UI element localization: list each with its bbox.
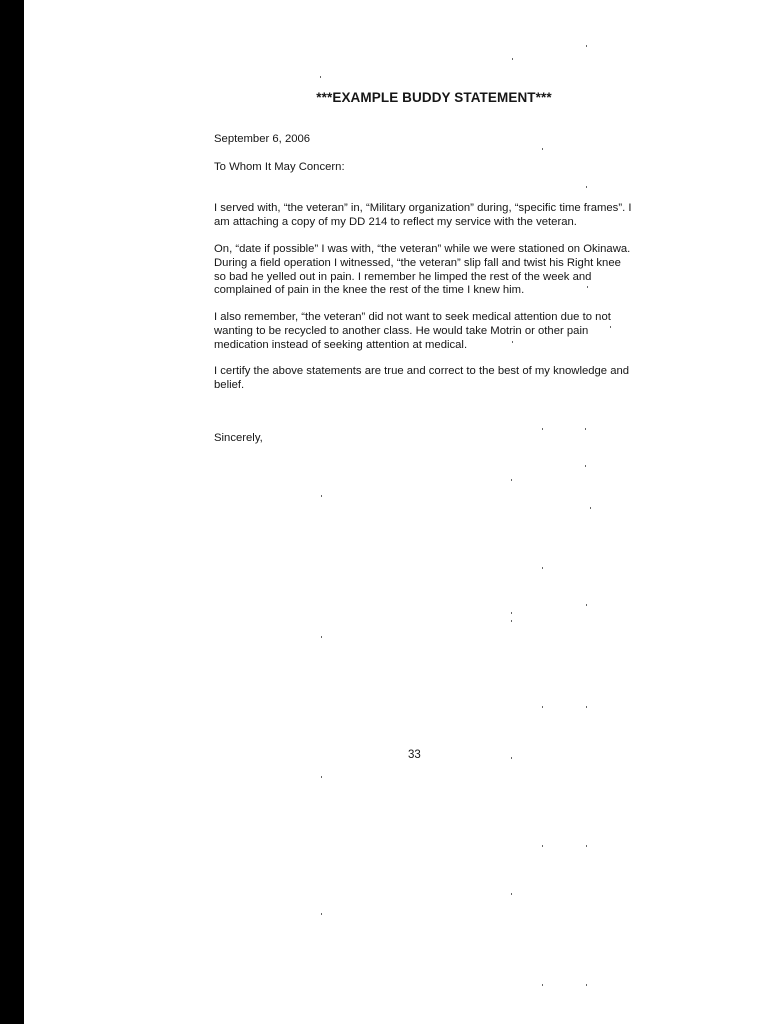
scan-speck <box>542 845 543 847</box>
scan-speck <box>511 893 512 895</box>
scan-speck <box>511 620 512 622</box>
scan-speck <box>610 326 611 328</box>
paragraph-incident: On, “date if possible” I was with, “the veteran” while we were stationed on Okinawa. During a field operation I witnessed, “the veteran” slip fall and twist his Right knee so bad he yelled out in pain. I remember he limped the rest of the week and complained of pain in the knee the rest of the time I knew him. <box>214 243 631 297</box>
scan-speck <box>542 567 543 569</box>
scan-speck <box>586 706 587 708</box>
paragraph-service: I served with, “the veteran” in, “Military organization” during, “specific time frames”. I am attaching a copy of my DD 214 to reflect my service with the veteran. <box>214 202 632 228</box>
scan-border <box>0 0 24 1024</box>
document-page <box>24 0 768 1024</box>
scan-speck <box>321 636 322 638</box>
scan-speck <box>512 341 513 343</box>
scan-speck <box>511 612 512 614</box>
closing: Sincerely, <box>214 432 263 444</box>
scan-speck <box>320 76 321 78</box>
scan-speck <box>512 58 513 60</box>
scan-speck <box>542 984 543 986</box>
salutation: To Whom It May Concern: <box>214 161 345 173</box>
scan-speck <box>321 495 322 497</box>
paragraph-medical: I also remember, “the veteran” did not want to seek medical attention due to not wanting to be recycled to another class. He would take Motrin or other pain medication instead of seeking attention at medical. <box>214 311 611 351</box>
scan-speck <box>590 507 591 509</box>
scan-speck <box>586 984 587 986</box>
scan-speck <box>542 428 543 430</box>
scan-speck <box>585 428 586 430</box>
scan-speck <box>586 186 587 188</box>
scan-speck <box>321 776 322 778</box>
scan-speck <box>586 845 587 847</box>
scan-speck <box>321 913 322 915</box>
scan-speck <box>587 286 588 288</box>
scan-speck <box>585 465 586 467</box>
scan-speck <box>542 148 543 150</box>
scan-speck <box>586 604 587 606</box>
document-title: ***EXAMPLE BUDDY STATEMENT*** <box>316 90 552 105</box>
paragraph-certification: I certify the above statements are true and correct to the best of my knowledge and belief. <box>214 365 630 391</box>
scan-speck <box>511 479 512 481</box>
page-number: 33 <box>408 749 421 761</box>
scan-speck <box>586 45 587 47</box>
letter-date: September 6, 2006 <box>214 133 311 145</box>
scan-speck <box>542 706 543 708</box>
scan-speck <box>511 757 512 759</box>
